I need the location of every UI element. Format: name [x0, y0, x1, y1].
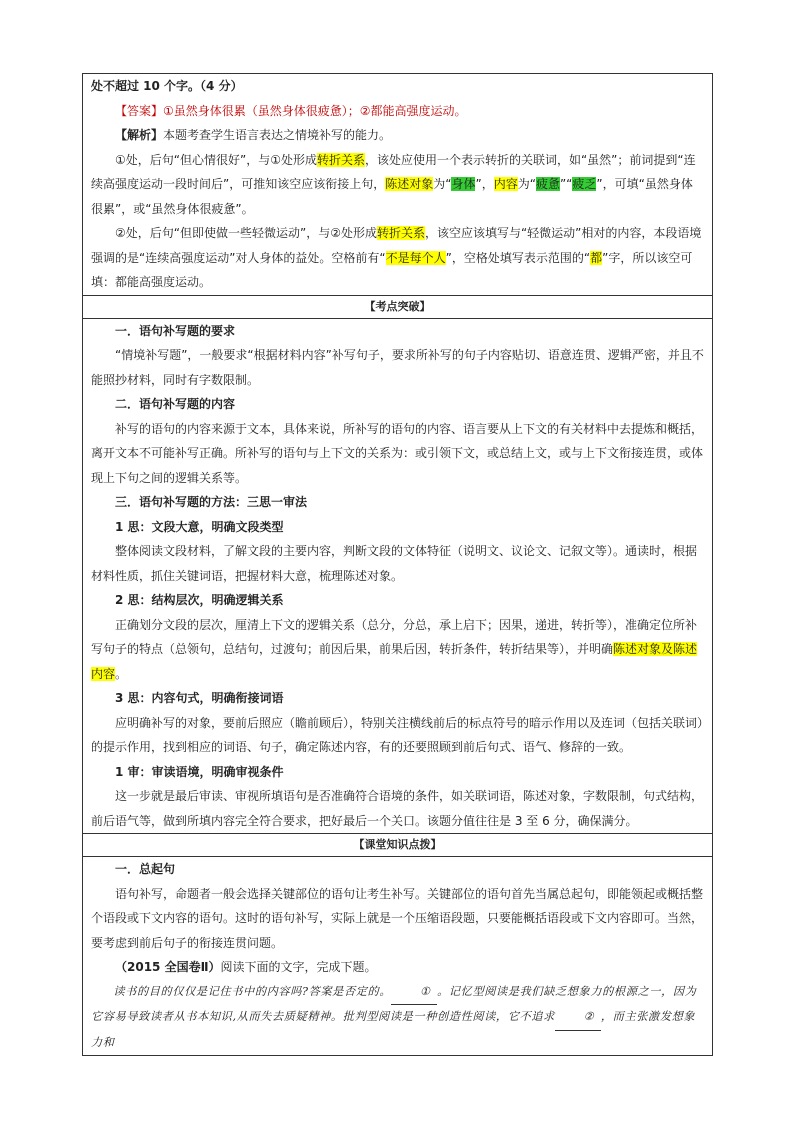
highlight-transition-2: 转折关系 — [376, 226, 425, 240]
lesson-table — [82, 73, 713, 1056]
paragraph: 正确划分文段的层次，厘清上下文的逻辑关系（总分，分总，承上启下；因果，递进，转折等），准确定位所补写句子的特点（总领句，总结句，过渡句；前因后果，前果后因，转折条件，转折结果等），并明确陈述对象及陈述内容。 — [91, 617, 698, 681]
analysis-text: 本题考查学生语言表达之情境补写的能力。 — [163, 128, 392, 142]
highlight-weary: 疲乏 — [572, 177, 597, 191]
paragraph: 应明确补写的对象，要前后照应（瞻前顾后），特别关注横线前后的标点符号的暗示作用以及连词（包括关联词）的提示作用，找到相应的词语、句子，确定陈述内容，有的还要照顾到前后句式、语气、修辞的一致。 — [91, 715, 704, 754]
exam-source-line — [91, 955, 704, 980]
analysis-paragraph-2: ②处，后句“但即使做一些轻微运动”，与②处形成转折关系，该空应该填写与“轻微运动”相对的内容，本段语境强调的是“连续高强度运动”对人身体的益处。空格前有“不是每个人”，空格处填写表示范围的“都”字，所以该空可填：都能高强度运动。 — [91, 226, 702, 289]
section-title: 【考点突破】 — [83, 295, 713, 318]
answer-line — [91, 99, 704, 124]
paragraph: 这一步就是最后审读、审视所填语句是否准确符合语境的条件，如关联词语，陈述对象，字数限制，句式结构，前后语气等，做到所填内容完全符合要求，把好最后一个关口。该题分值往往是 3 至 6 分，确保满分。 — [91, 789, 704, 828]
paragraph: 补写的语句的内容来源于文本，具体来说，所补写的语句的内容、语言要从上下文的有关材料中去提炼和概括，离开文本不可能补写正确。所补写的语句与上下文的关系为：或引领下文，或总结上文，或与上下文衔接连贯，或体现上下句之间的逻辑关系等。 — [91, 421, 704, 485]
subheading: 1 思：文段大意，明确文段类型 — [115, 519, 284, 534]
highlight-all: 都 — [590, 250, 603, 265]
analysis-line — [91, 123, 704, 148]
exam-passage: 读书的目的仅仅是记住书中的内容吗?答案是否定的。 ① 。记忆型阅读是我们缺乏想象力的根源之一，因为它容易导致读者从书本知识,从而失去质疑精神。批判型阅读是一种创造性阅读，它不追求 ② ，而主张激发想象力和 — [91, 980, 704, 1056]
highlight-content: 内容 — [493, 177, 518, 191]
section-header-classroom — [83, 834, 713, 857]
exam-source: （2015 全国卷Ⅱ） — [115, 960, 221, 974]
blank-1: ① — [391, 980, 437, 1006]
subheading: 1 审：审读语境，明确审视条件 — [115, 764, 284, 779]
answer-tag: 【答案】 — [115, 103, 164, 118]
highlight-tired: 疲惫 — [535, 177, 560, 191]
paragraph: 整体阅读文段材料，了解文段的主要内容，判断文段的文体特征（说明文、议论文、记叙文等）。通读时，根据材料性质，抓住关键词语，把握材料大意，梳理陈述对象。 — [91, 544, 698, 583]
blank-2: ② — [555, 1005, 601, 1031]
exam-instruction: 阅读下面的文字，完成下题。 — [220, 960, 377, 974]
document-page — [82, 73, 712, 1056]
section-title: 【课堂知识点拨】 — [83, 834, 713, 857]
analysis-tag: 【解析】 — [115, 128, 164, 142]
highlight-transition: 转折关系 — [316, 152, 365, 167]
paragraph: 语句补写，命题者一般会选择关键部位的语句让考生补写。关键部位的语句首先当属总起句，即能领起或概括整个语段或下文内容的语句。这时的语句补写，实际上就是一个压缩语段题，只要能概括语段或下文内容即可。当然，要考虑到前后句子的衔接连贯问题。 — [91, 886, 704, 950]
section-header-breakthrough — [83, 295, 713, 318]
heading: 二．语句补写题的内容 — [115, 397, 236, 411]
highlight-object-content: 陈述对象及陈述内容 — [91, 642, 698, 681]
answer-section — [83, 74, 713, 296]
highlight-subject: 陈述对象 — [385, 177, 434, 191]
subheading: 3 思：内容句式，明确衔接词语 — [115, 691, 284, 705]
answer-text: ①虽然身体很累（虽然身体很疲惫）；②都能高强度运动。 — [163, 103, 467, 118]
highlight-body: 身体 — [451, 177, 476, 191]
heading: 一．语句补写题的要求 — [115, 323, 236, 338]
heading: 三．语句补写题的方法：三思一审法 — [115, 495, 308, 509]
heading: 一．总起句 — [115, 862, 176, 876]
question-tail: 处不超过 10 个字。（4 分） — [91, 79, 243, 93]
classroom-section — [83, 857, 713, 1056]
subheading: 2 思：结构层次，明确逻辑关系 — [115, 593, 284, 607]
breakthrough-section — [83, 318, 713, 834]
analysis-paragraph-1: ①处，后句“但心情很好”，与①处形成转折关系，该处应使用一个表示转折的关联词，如“虽然”；前词提到“连续高强度运动一段时间后”，可推知该空应该衔接上句，陈述对象为“身体”，内容为“疲惫”“疲乏”，可填“虽然身体很累”，或“虽然身体很疲惫”。 — [91, 152, 696, 216]
highlight-not-everyone: 不是每个人 — [385, 250, 446, 265]
paragraph: “情境补写题”，一般要求“根据材料内容”补写句子，要求所补写的句子内容贴切、语意连贯、逻辑严密，并且不能照抄材料，同时有字数限制。 — [91, 348, 704, 387]
